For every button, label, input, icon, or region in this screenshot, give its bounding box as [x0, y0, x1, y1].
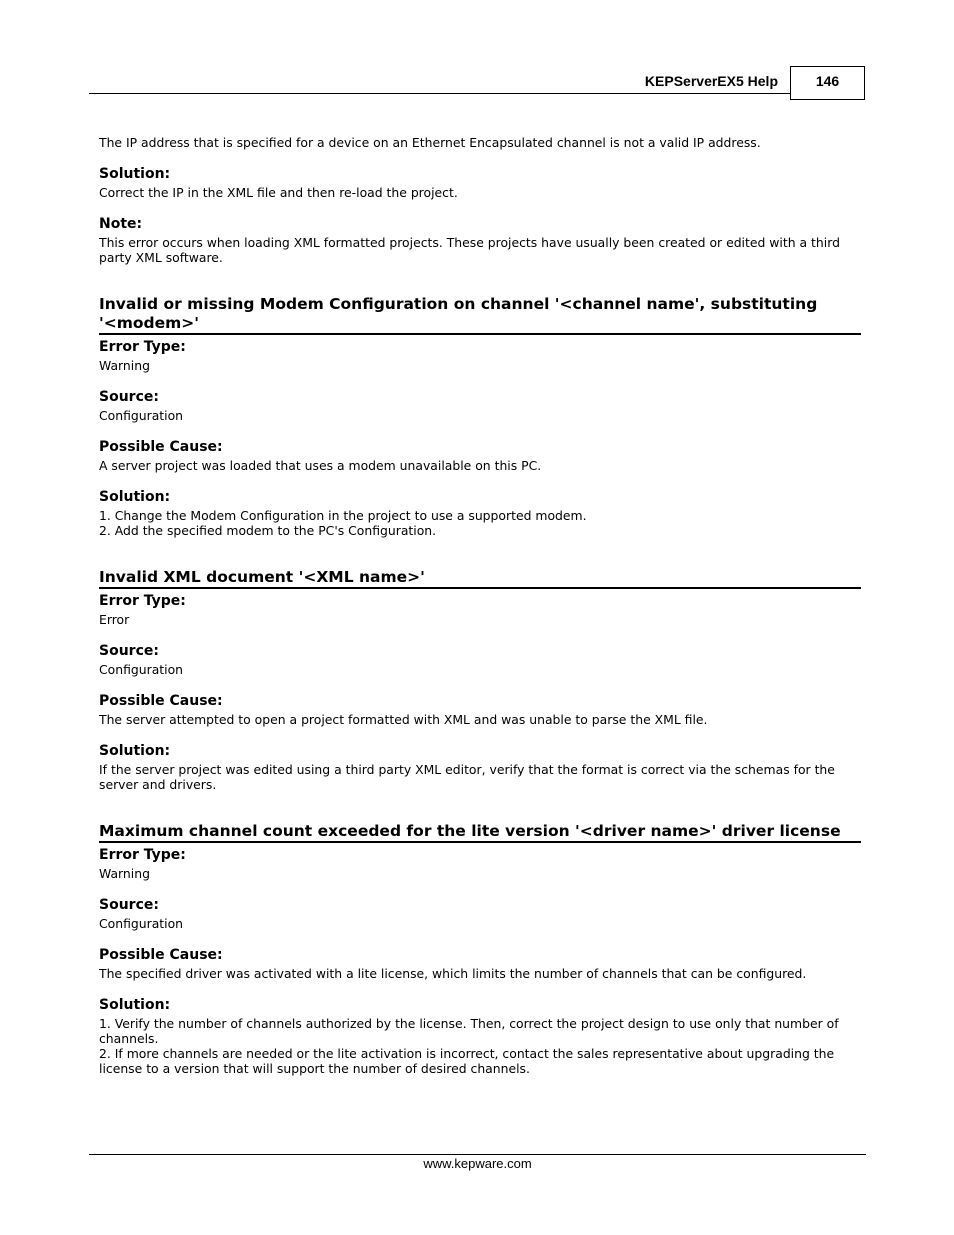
note-label: Note: [99, 216, 143, 232]
solution-step: 2. Add the specified modem to the PC's Configuration. [99, 523, 437, 538]
error-type-value: Error [99, 612, 130, 627]
note-text: This error occurs when loading XML formatted projects. These projects have usually been created or edited with a third party XML software. [99, 235, 840, 265]
source-label: Source: [99, 389, 159, 405]
page-number: 146 [790, 66, 865, 100]
source-value: Configuration [99, 662, 184, 677]
solution-text: Correct the IP in the XML file and then re-load the project. [99, 185, 458, 200]
source-label: Source: [99, 643, 159, 659]
possible-cause-label: Possible Cause: [99, 693, 223, 709]
solution-text: If the server project was edited using a third party XML editor, verify that the format is correct via the schemas for the server and drivers. [99, 762, 835, 792]
possible-cause-text: The server attempted to open a project formatted with XML and was unable to parse the XML file. [99, 712, 708, 727]
solution-step: 1. Change the Modem Configuration in the project to use a supported modem. [99, 508, 587, 523]
possible-cause-label: Possible Cause: [99, 947, 223, 963]
solution-label: Solution: [99, 743, 171, 759]
error-type-value: Warning [99, 866, 150, 881]
possible-cause-label: Possible Cause: [99, 439, 223, 455]
section-title: Invalid XML document '<XML name>' [99, 568, 861, 589]
source-value: Configuration [99, 916, 184, 931]
solution-step: 2. If more channels are needed or the lite activation is incorrect, contact the sales representative about upgrading the license to a version that will support the number of desired channels. [99, 1046, 835, 1076]
footer-rule [89, 1154, 866, 1155]
error-type-value: Warning [99, 358, 150, 373]
solution-step: 1. Verify the number of channels authorized by the license. Then, correct the project design to use only that number of channels. [99, 1016, 839, 1046]
section-title: Maximum channel count exceeded for the lite version '<driver name>' driver license [99, 822, 861, 843]
possible-cause-text: A server project was loaded that uses a modem unavailable on this PC. [99, 458, 542, 473]
page-content [99, 135, 861, 1076]
solution-label: Solution: [99, 489, 171, 505]
source-value: Configuration [99, 408, 184, 423]
section-title: Invalid or missing Modem Configuration on channel '<channel name', substituting '<modem>' [99, 295, 861, 335]
footer-url: www.kepware.com [423, 1156, 532, 1171]
error-type-label: Error Type: [99, 339, 186, 355]
error-type-label: Error Type: [99, 593, 186, 609]
error-type-label: Error Type: [99, 847, 186, 863]
intro-text: The IP address that is specified for a device on an Ethernet Encapsulated channel is not a valid IP address. [99, 135, 761, 150]
header-title: KEPServerEX5 Help [644, 73, 778, 89]
source-label: Source: [99, 897, 159, 913]
solution-label: Solution: [99, 166, 171, 182]
possible-cause-text: The specified driver was activated with a lite license, which limits the number of channels that can be configured. [99, 966, 807, 981]
header-rule [89, 93, 791, 94]
solution-label: Solution: [99, 997, 171, 1013]
